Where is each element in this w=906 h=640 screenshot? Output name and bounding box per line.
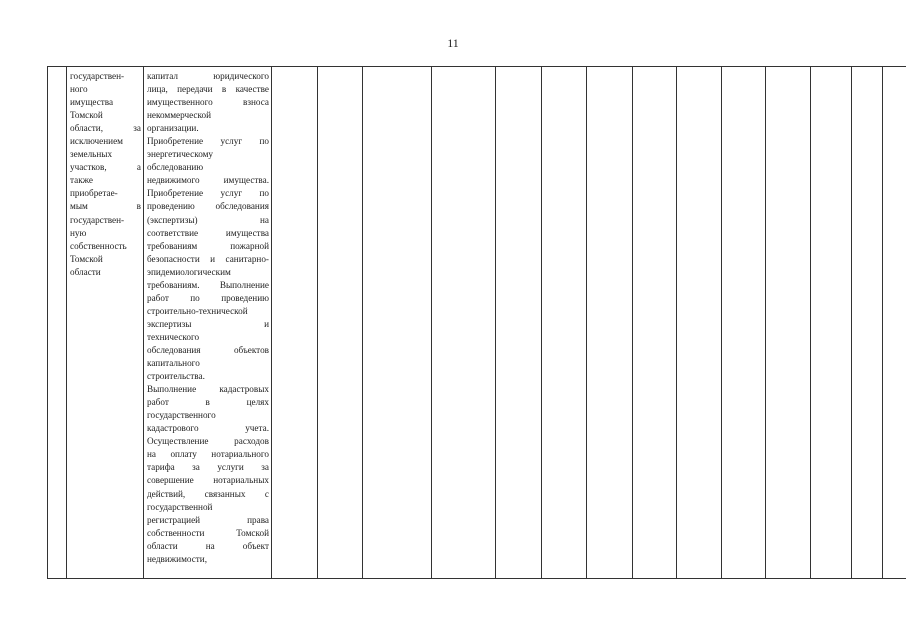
object-description [67,67,143,279]
text-line: (экспертизы) на [147,214,269,225]
text-line: организации. [147,123,199,134]
text-line: области [70,266,101,277]
text-line: имущественного взноса [147,97,269,108]
table-cell-col12 [722,67,766,579]
table-cell-col3 [272,67,318,579]
text-line: собственность [70,240,127,251]
text-line: действий, связанных с [147,488,269,499]
text-line: также [70,175,93,186]
text-line: исключением [70,136,123,147]
text-line: на оплату нотариального [147,449,269,460]
table-cell-col8 [542,67,587,579]
table-cell-col10 [633,67,677,579]
table-cell-col14 [811,67,852,579]
table-cell-col16 [883,67,906,579]
text-line: недвижимости, [147,553,208,564]
text-line: тарифа за услуги за [147,462,269,473]
text-line: Томской [70,110,103,121]
document-table [47,66,906,579]
text-line: капитал юридического [147,71,269,81]
text-line: требованиям пожарной [147,240,269,251]
text-line: требованиям. Выполнение [147,279,269,290]
table-cell-col6 [432,67,496,579]
text-line: некоммерческой [147,110,211,121]
text-line: имущества [70,97,114,108]
table-cell-activities [144,67,272,579]
table-cell-col5 [363,67,432,579]
text-line: недвижимого имущества. [147,175,269,186]
table-cell-col11 [677,67,722,579]
text-line: строительно-технической [147,305,248,316]
text-line: собственности Томской [147,527,269,538]
table-cell-col9 [587,67,633,579]
text-line: Томской [70,253,103,264]
text-line: ного [70,84,88,95]
text-line: государственной [147,501,213,512]
text-line: Приобретение услуг по [147,188,269,199]
text-line: области, за [70,123,141,134]
text-line: проведению обследования [147,201,269,212]
activities-description [144,67,271,566]
text-line: экспертизы и [147,318,269,329]
text-line: кадастрового учета. [147,423,269,434]
text-line: совершение нотариальных [147,475,269,486]
text-line: безопасности и санитарно- [147,253,269,264]
table-cell-col0 [48,67,67,579]
table-cell-object [67,67,144,579]
text-line: соответствие имущества [147,227,269,238]
text-line: государственного [147,410,216,421]
text-line: области на объект [147,540,269,551]
text-line: работ в целях [147,397,269,408]
text-line: лица, передачи в качестве [147,84,269,95]
text-line: эпидемиологическим [147,266,231,277]
text-line: Приобретение услуг по [147,136,269,147]
text-line: Выполнение кадастровых [147,384,269,395]
text-line: ную [70,227,87,238]
text-line: государствен- [70,214,125,225]
table-row [48,67,906,579]
text-line: строительства. [147,371,205,382]
text-line: обследования объектов [147,344,269,355]
text-line: энергетическому [147,149,214,160]
text-line: участков, а [70,162,141,173]
page-number: 11 [447,36,459,50]
text-line: работ по проведению [147,292,269,303]
table-cell-col4 [318,67,363,579]
text-line: капитального [147,358,200,369]
text-line: обследованию [147,162,204,173]
text-line: регистрацией права [147,514,269,525]
text-line: Осуществление расходов [147,436,269,447]
text-line: государствен- [70,71,125,81]
table-cell-col7 [496,67,542,579]
text-line: мым в [70,201,141,212]
text-line: земельных [70,149,113,160]
table-cell-col15 [852,67,883,579]
table-cell-col13 [766,67,811,579]
text-line: технического [147,331,200,342]
text-line: приобретае- [70,188,118,199]
